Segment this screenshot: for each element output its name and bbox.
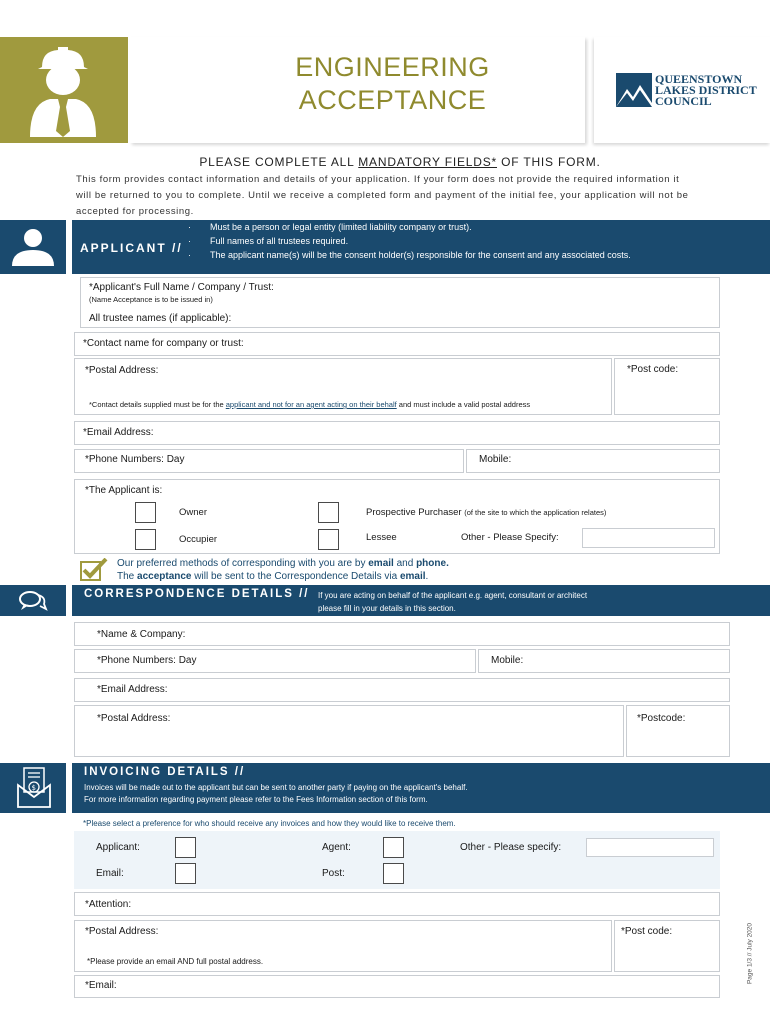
trustee-label: All trustee names (if applicable): (89, 313, 232, 324)
invoice-email-label: Email: (96, 868, 124, 879)
logo-text-2: LAKES DISTRICT (655, 83, 757, 97)
applicant-header (72, 220, 770, 274)
full-name-note: (Name Acceptance is to be issued in) (89, 295, 213, 304)
postcode-field[interactable] (614, 358, 720, 415)
page-title-line1: ENGINEERING (295, 52, 490, 82)
invoice-postal-field[interactable] (74, 920, 612, 972)
corr-postal-label: *Postal Address: (97, 713, 171, 724)
attention-label: *Attention: (85, 899, 132, 910)
correspondence-title: CORRESPONDENCE DETAILS // (84, 588, 310, 600)
invoice-agent-label: Agent: (322, 842, 351, 853)
header-title-panel (130, 37, 585, 143)
invoice-other-label: Other - Please specify: (460, 842, 562, 853)
corr-name-field[interactable] (74, 622, 730, 646)
applicant-type-panel (74, 479, 720, 554)
invoicing-title: INVOICING DETAILS // (84, 766, 246, 778)
invoice-postal-label: *Postal Address: (85, 926, 159, 937)
corr-postcode-field[interactable] (626, 705, 730, 757)
logo-text-1: QUEENSTOWN (655, 72, 743, 86)
invoice-preference-panel (74, 831, 720, 889)
invoice-email-checkbox[interactable] (175, 863, 196, 884)
corr-phone-label: *Phone Numbers: Day (97, 655, 197, 666)
invoice-other-input[interactable] (586, 838, 714, 857)
applicant-icon-panel (0, 220, 66, 274)
engineer-icon (0, 37, 128, 143)
owner-label: Owner (179, 507, 207, 518)
qldc-logo-mountain-icon (616, 73, 652, 107)
invoicing-icon-panel (0, 763, 66, 813)
checkmark-icon (80, 558, 108, 582)
page-info: Page 1/3 // July 2020 (746, 922, 754, 985)
corr-email-label: *Email Address: (97, 684, 168, 695)
email-address-field[interactable] (74, 421, 720, 445)
full-name-label: *Applicant's Full Name / Company / Trust: (89, 282, 274, 293)
page-title-line2: ACCEPTANCE (298, 85, 487, 115)
invoice-applicant-checkbox[interactable] (175, 837, 196, 858)
lessee-label: Lessee (366, 532, 397, 543)
corr-postcode-label: *Postcode: (637, 713, 686, 724)
invoice-postal-note: *Please provide an email AND full postal address. (87, 957, 264, 966)
postal-address-label: *Postal Address: (85, 365, 159, 376)
contact-name-label: *Contact name for company or trust: (83, 338, 244, 349)
invoice-post-label: Post: (322, 868, 345, 879)
invoice-postcode-label: *Post code: (621, 926, 673, 937)
correspondence-header (72, 585, 770, 616)
postal-address-note: *Contact details supplied must be for the applicant and not for an agent acting on their behalf and must include a valid postal address (89, 400, 531, 409)
other-specify-label: Other - Please Specify: (461, 532, 559, 543)
prospective-label: Prospective Purchaser (of the site to which the application relates) (366, 507, 607, 518)
applicant-bullets: · Must be a person or legal entity (limited liability company or trust). · Full names of all trustees required. · The applicant name(s) will be the consent holder(s) responsible for the consent and any associated costs. (188, 222, 631, 260)
prospective-checkbox[interactable] (318, 502, 339, 523)
email-address-label: *Email Address: (83, 427, 154, 438)
applicant-full-name-field[interactable] (80, 277, 720, 328)
correspondence-icon-panel (0, 585, 66, 616)
corr-name-label: *Name & Company: (97, 629, 186, 640)
phone-day-label: *Phone Numbers: Day (85, 454, 185, 465)
mandatory-fields-link[interactable]: MANDATORY FIELDS* (358, 155, 498, 169)
occupier-checkbox[interactable] (135, 529, 156, 550)
applicant-title: APPLICANT // (80, 241, 183, 255)
intro-paragraph: This form provides contact information and details of your application. If your form does not provide the required information it will be returned to you to complete. Until we receive a completed form and payment of the initial fee, your application will not be accepted for processing. (76, 174, 689, 217)
invoicing-note-1: Invoices will be made out to the applicant but can be sent to another party if paying on the applicant's behalf. (84, 783, 468, 792)
other-specify-input[interactable] (582, 528, 715, 548)
preferred-methods-text: Our preferred methods of corresponding with you are by email and phone. The acceptance will be sent to the Correspondence Details via email. (117, 558, 449, 582)
invoice-post-checkbox[interactable] (383, 863, 404, 884)
invoice-applicant-label: Applicant: (96, 842, 140, 853)
mandatory-heading: PLEASE COMPLETE ALL MANDATORY FIELDS* OF THIS FORM. (199, 155, 601, 169)
invoice-email-field[interactable] (74, 975, 720, 998)
invoice-select-note: *Please select a preference for who should receive any invoices and how they would like to receive them. (83, 819, 456, 828)
postal-address-field[interactable] (74, 358, 612, 415)
invoice-email-field-label: *Email: (85, 980, 117, 991)
contact-name-field[interactable] (74, 332, 720, 356)
postcode-label: *Post code: (627, 364, 679, 375)
invoice-postcode-field[interactable] (614, 920, 720, 972)
corr-postal-field[interactable] (74, 705, 624, 757)
attention-field[interactable] (74, 892, 720, 916)
invoicing-note-2: For more information regarding payment please refer to the Fees Information section of this form. (84, 795, 428, 804)
applicant-not-agent-link[interactable]: applicant and not for an agent acting on their behalf (225, 400, 397, 409)
invoice-envelope-icon (0, 763, 66, 813)
correspondence-note-2: please fill in your details in this section. (318, 604, 456, 613)
lessee-checkbox[interactable] (318, 529, 339, 550)
occupier-label: Occupier (179, 534, 218, 545)
header-logo-panel (594, 37, 770, 143)
svg-text:$: $ (31, 784, 36, 792)
speech-bubble-icon (0, 585, 66, 616)
mobile-label: Mobile: (479, 454, 512, 465)
correspondence-note-1: If you are acting on behalf of the applicant e.g. agent, consultant or architect (318, 591, 588, 600)
corr-phone-field[interactable] (74, 649, 476, 673)
applicant-type-label: *The Applicant is: (85, 485, 163, 496)
phone-day-field[interactable] (74, 449, 464, 473)
mobile-field[interactable] (466, 449, 720, 473)
person-icon (0, 220, 66, 274)
invoicing-header (72, 763, 770, 813)
corr-email-field[interactable] (74, 678, 730, 702)
owner-checkbox[interactable] (135, 502, 156, 523)
header-icon-panel (0, 37, 128, 143)
logo-text-3: COUNCIL (655, 94, 712, 108)
corr-mobile-label: Mobile: (491, 655, 524, 666)
corr-mobile-field[interactable] (478, 649, 730, 673)
invoice-agent-checkbox[interactable] (383, 837, 404, 858)
